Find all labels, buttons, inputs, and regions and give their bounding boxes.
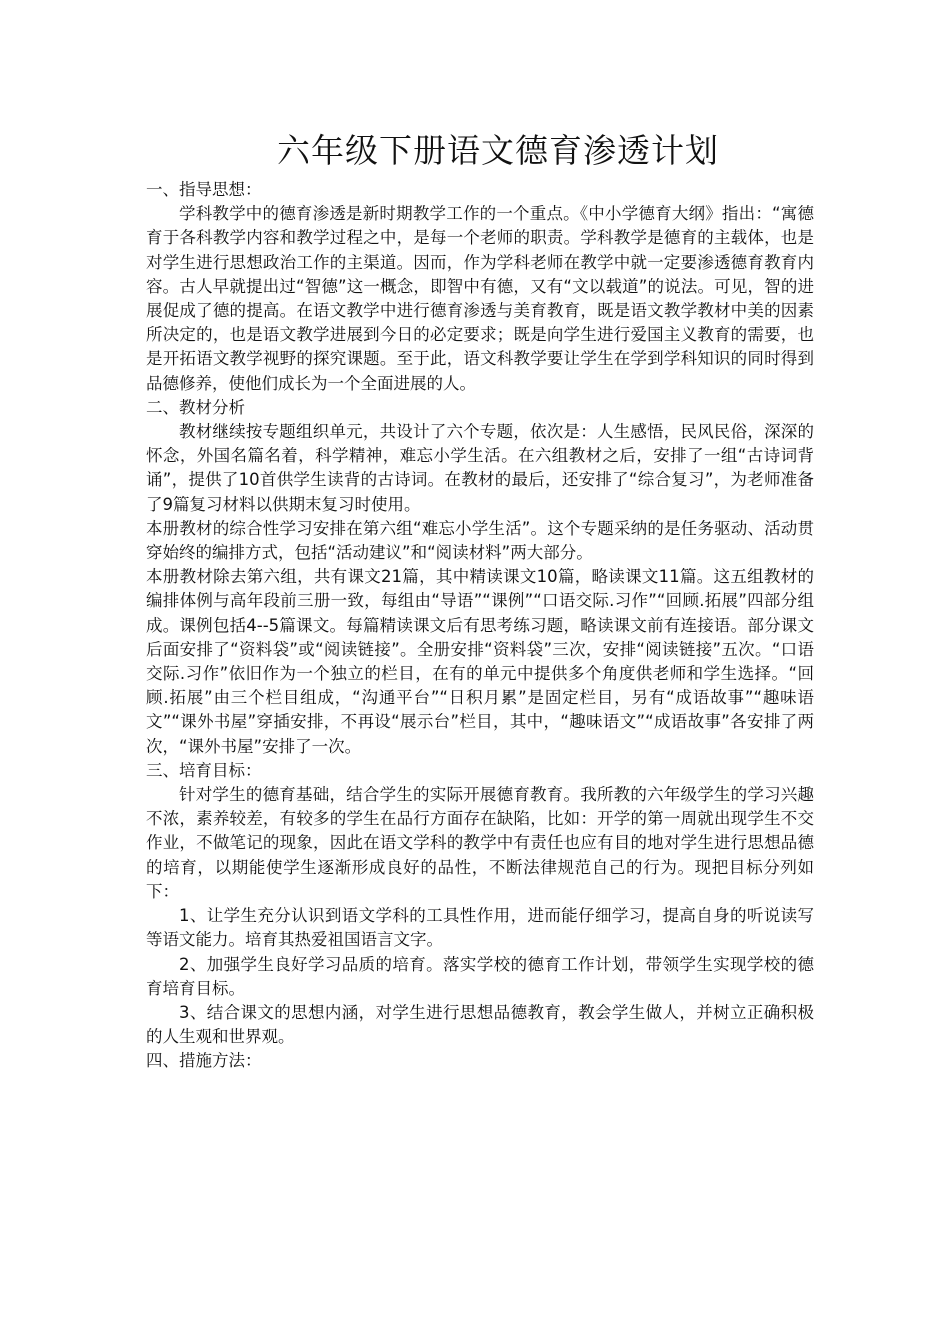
paragraph: 学科教学中的德育渗透是新时期教学工作的一个重点。《中小学德育大纲》指出：“寓德育于各科教学内容和教学过程之中，是每一个老师的职责。学科教学是德育的主载体，也是对学生进行思想政治工作的主渠道。因而，作为学科老师在教学中就一定要渗透德育教育内容。古人早就提出过“智德”这一概念，即智中有德，又有“文以载道”的说法。可见，智的进展促成了德的提高。在语文教学中进行德育渗透与美育教育，既是语文教学教材中美的因素所决定的，也是语文教学进展到今日的必定要求；既是向学生进行爱国主义教育的需要，也是开拓语文教学视野的探究课题。至于此，语文科教学要让学生在学到学科知识的同时得到品德修养，使他们成长为一个全面进展的人。 bbox=[146, 204, 814, 393]
paragraph: 本册教材的综合性学习安排在第六组“难忘小学生活”。这个专题采纳的是任务驱动、活动贯穿始终的编排方式，包括“活动建议”和“阅读材料”两大部分。 bbox=[146, 518, 814, 563]
paragraph: 本册教材除去第六组，共有课文21篇，其中精读课文10篇，略读课文11篇。这五组教材的编排体例与高年段前三册一致，每组由“导语”“课例”“口语交际.习作”“回顾.拓展”四部分组成。课例包括4--5篇课文。每篇精读课文后有思考练习题，略读课文前有连接语。部分课文后面安排了“资料袋”或“阅读链接”。全册安排“资料袋”三次，安排“阅读链接”五次。“口语交际.习作”依旧作为一个独立的栏目，在有的单元中提供多个角度供老师和学生选择。“回顾.拓展”由三个栏目组成，“沟通平台”“日积月累”是固定栏目，另有“成语故事”“趣味语文”“课外书屋”穿插安排，不再设“展示台”栏目，其中，“趣味语文”“成语故事”各安排了两次，“课外书屋”安排了一次。 bbox=[146, 567, 814, 756]
paragraph: 教材继续按专题组织单元，共设计了六个专题，依次是：人生感悟，民风民俗，深深的怀念，外国名篇名着，科学精神，难忘小学生活。在六组教材之后，安排了一组“古诗词背诵”，提供了10首供学生读背的古诗词。在教材的最后，还安排了“综合复习”，为老师准备了9篇复习材料以供期末复习时使用。 bbox=[146, 422, 814, 514]
section-measures bbox=[146, 1049, 814, 1073]
section-heading: 一、指导思想： bbox=[146, 180, 262, 199]
document-title: 六年级下册语文德育渗透计划 bbox=[277, 131, 719, 170]
list-item: 3、结合课文的思想内涵，对学生进行思想品德教育，教会学生做人，并树立正确积极的人生观和世界观。 bbox=[146, 1002, 814, 1047]
paragraph: 针对学生的德育基础，结合学生的实际开展德育教育。我所教的六年级学生的学习兴趣不浓，素养较差，有较多的学生在品行方面存在缺陷，比如：开学的第一周就出现学生不交作业，不做笔记的现象，因此在语文学科的教学中有责任也应有目的地对学生进行思想品德的培育，以期能使学生逐渐形成良好的品性，不断法律规范自己的行为。现把目标分列如下： bbox=[146, 785, 814, 901]
section-heading: 三、培育目标： bbox=[146, 760, 262, 780]
list-item: 1、让学生充分认识到语文学科的工具性作用，进而能仔细学习，提高自身的听说读写等语文能力。培育其热爱祖国语言文字。 bbox=[146, 906, 814, 950]
section-guiding-thought bbox=[146, 178, 814, 396]
section-heading: 二、教材分析 bbox=[146, 397, 245, 417]
section-heading: 四、措施方法： bbox=[146, 1051, 262, 1071]
section-textbook-analysis bbox=[146, 396, 814, 759]
list-item: 2、加强学生良好学习品质的培育。落实学校的德育工作计划，带领学生实现学校的德育培育目标。 bbox=[146, 954, 814, 998]
section-training-goals bbox=[146, 759, 814, 1049]
document-page bbox=[146, 128, 814, 1074]
